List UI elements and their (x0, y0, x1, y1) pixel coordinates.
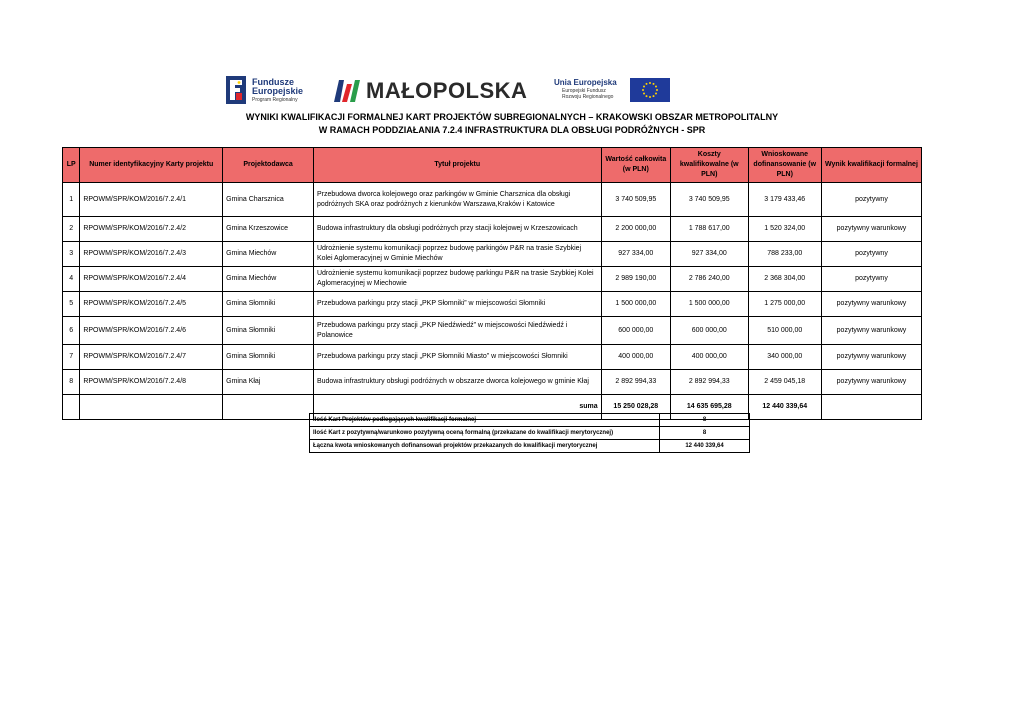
cell-id: RPOWM/SPR/KOM/2016/7.2.4/8 (80, 370, 223, 395)
cell-applicant: Gmina Słomniki (223, 317, 314, 345)
table-row (63, 217, 922, 242)
cell-result: pozytywny (821, 242, 921, 267)
cell-project-title: Przebudowa parkingu przy stacji „PKP Słomniki” w miejscowości Słomniki (313, 292, 601, 317)
table-row (63, 292, 922, 317)
sum-requested: 12 440 339,64 (748, 395, 821, 420)
document-title-line2: W RAMACH PODDZIAŁANIA 7.2.4 INFRASTRUKTURA DLA OBSŁUGI PODRÓŻNYCH - SPR (318, 125, 706, 135)
cell-id: RPOWM/SPR/KOM/2016/7.2.4/1 (80, 183, 223, 217)
results-table (62, 147, 922, 420)
summary-row (310, 440, 750, 453)
sum-eligible: 14 635 695,28 (670, 395, 748, 420)
malopolska-logo (334, 78, 534, 106)
cell-total: 1 500 000,00 (601, 292, 670, 317)
cell-lp: 8 (63, 370, 80, 395)
cell-eligible: 2 892 994,33 (670, 370, 748, 395)
summary-label: Ilość Kart z pozytywną/warunkowo pozytywną oceną formalną (przekazane do kwalifikacji merytorycznej) (310, 427, 660, 440)
cell-id: RPOWM/SPR/KOM/2016/7.2.4/2 (80, 217, 223, 242)
table-header-row (63, 148, 922, 183)
cell-id: RPOWM/SPR/KOM/2016/7.2.4/4 (80, 267, 223, 292)
cell-id: RPOWM/SPR/KOM/2016/7.2.4/5 (80, 292, 223, 317)
eu-logo-line3: Rozwoju Regionalnego (562, 94, 614, 100)
document-title-line1: WYNIKI KWALIFIKACJI FORMALNEJ KART PROJEKTÓW SUBREGIONALNYCH – KRAKOWSKI OBSZAR METROPOLITALNY (245, 112, 779, 122)
cell-eligible: 600 000,00 (670, 317, 748, 345)
table-row (63, 345, 922, 370)
cell-lp: 1 (63, 183, 80, 217)
cell-project-title: Udrożnienie systemu komunikacji poprzez budowę parkingów P&R na trasie Szybkiej Kolei Aglomeracyjnej w Gminie Miechów (313, 242, 601, 267)
cell-id: RPOWM/SPR/KOM/2016/7.2.4/3 (80, 242, 223, 267)
cell-applicant: Gmina Miechów (223, 242, 314, 267)
cell-applicant: Gmina Krzeszowice (223, 217, 314, 242)
cell-total: 927 334,00 (601, 242, 670, 267)
summary-label: Łączna kwota wnioskowanych dofinansowań projektów przekazanych do kwalifikacji merytorycznej (310, 440, 660, 453)
cell-result: pozytywny warunkowy (821, 317, 921, 345)
cell-eligible: 1 788 617,00 (670, 217, 748, 242)
fe-logo-line3: Program Regionalny (252, 97, 298, 103)
cell-applicant: Gmina Kłaj (223, 370, 314, 395)
summary-row (310, 427, 750, 440)
cell-lp: 7 (63, 345, 80, 370)
cell-eligible: 1 500 000,00 (670, 292, 748, 317)
cell-result: pozytywny (821, 183, 921, 217)
cell-id: RPOWM/SPR/KOM/2016/7.2.4/6 (80, 317, 223, 345)
summary-value: 12 440 339,64 (660, 440, 750, 453)
summary-label: Ilość Kart Projektów podlegających kwalifikacji formalnej (310, 414, 660, 427)
cell-requested: 1 275 000,00 (748, 292, 821, 317)
cell-total: 2 989 190,00 (601, 267, 670, 292)
cell-lp: 3 (63, 242, 80, 267)
cell-result: pozytywny warunkowy (821, 292, 921, 317)
cell-project-title: Udrożnienie systemu komunikacji poprzez budowę parkingu P&R na trasie Szybkiej Kolei Aglomeracyjnej w Miechowie (313, 267, 601, 292)
cell-requested: 3 179 433,46 (748, 183, 821, 217)
cell-lp: 2 (63, 217, 80, 242)
cell-lp: 6 (63, 317, 80, 345)
cell-total: 2 200 000,00 (601, 217, 670, 242)
cell-requested: 340 000,00 (748, 345, 821, 370)
header-project-title: Tytuł projektu (313, 148, 601, 183)
eu-logo-line1: Unia Europejska (554, 78, 617, 87)
cell-applicant: Gmina Miechów (223, 267, 314, 292)
malopolska-mark-icon (334, 80, 362, 102)
cell-requested: 788 233,00 (748, 242, 821, 267)
eu-logo (554, 78, 674, 106)
header-applicant: Projektodawca (223, 148, 314, 183)
header-requested: Wnioskowane dofinansowanie (w PLN) (748, 148, 821, 183)
header-result: Wynik kwalifikacji formalnej (821, 148, 921, 183)
cell-project-title: Przebudowa parkingu przy stacji „PKP Słomniki Miasto” w miejscowości Słomniki (313, 345, 601, 370)
table-row (63, 183, 922, 217)
fundusze-europejskie-mark-icon (226, 76, 246, 104)
header-lp: LP (63, 148, 80, 183)
cell-requested: 1 520 324,00 (748, 217, 821, 242)
cell-id: RPOWM/SPR/KOM/2016/7.2.4/7 (80, 345, 223, 370)
cell-total: 2 892 994,33 (601, 370, 670, 395)
summary-value: 8 (660, 427, 750, 440)
eu-logo-line2: Europejski Fundusz (562, 88, 606, 94)
cell-applicant: Gmina Słomniki (223, 345, 314, 370)
summary-value: 8 (660, 414, 750, 427)
header-eligible: Koszty kwalifikowalne (w PLN) (670, 148, 748, 183)
summary-table (309, 413, 750, 453)
cell-eligible: 2 786 240,00 (670, 267, 748, 292)
cell-eligible: 400 000,00 (670, 345, 748, 370)
cell-project-title: Budowa infrastruktury obsługi podróżnych w obszarze dworca kolejowego w gminie Kłaj (313, 370, 601, 395)
cell-result: pozytywny warunkowy (821, 370, 921, 395)
summary-row (310, 414, 750, 427)
cell-lp: 4 (63, 267, 80, 292)
table-row (63, 370, 922, 395)
sum-label: suma (313, 395, 601, 420)
cell-lp: 5 (63, 292, 80, 317)
cell-project-title: Przebudowa parkingu przy stacji „PKP Niedźwiedź” w miejscowości Niedźwiedź i Polanowice (313, 317, 601, 345)
cell-requested: 2 368 304,00 (748, 267, 821, 292)
cell-requested: 510 000,00 (748, 317, 821, 345)
cell-total: 400 000,00 (601, 345, 670, 370)
table-row (63, 317, 922, 345)
cell-eligible: 3 740 509,95 (670, 183, 748, 217)
cell-total: 3 740 509,95 (601, 183, 670, 217)
sum-total: 15 250 028,28 (601, 395, 670, 420)
cell-project-title: Budowa infrastruktury dla obsługi podróżnych przy stacji kolejowej w Krzeszowicach (313, 217, 601, 242)
cell-eligible: 927 334,00 (670, 242, 748, 267)
cell-result: pozytywny warunkowy (821, 345, 921, 370)
fundusze-europejskie-logo (226, 76, 316, 106)
logo-bar (222, 74, 682, 108)
cell-project-title: Przebudowa dworca kolejowego oraz parkingów w Gminie Charsznica dla obsługi podróżnych SKA oraz podróżnych z kierunków Warszawa,Kraków i Katowice (313, 183, 601, 217)
malopolska-wordmark: MAŁOPOLSKA (366, 78, 528, 103)
header-id: Numer identyfikacyjny Karty projektu (80, 148, 223, 183)
fe-logo-line2: Europejskie (252, 86, 304, 96)
table-row (63, 242, 922, 267)
cell-result: pozytywny warunkowy (821, 217, 921, 242)
header-total: Wartość całkowita (w PLN) (601, 148, 670, 183)
cell-applicant: Gmina Charsznica (223, 183, 314, 217)
table-row (63, 267, 922, 292)
cell-result: pozytywny (821, 267, 921, 292)
cell-total: 600 000,00 (601, 317, 670, 345)
fe-logo-line1: Fundusze (252, 77, 294, 87)
eu-flag-icon (630, 78, 670, 102)
cell-requested: 2 459 045,18 (748, 370, 821, 395)
cell-applicant: Gmina Słomniki (223, 292, 314, 317)
